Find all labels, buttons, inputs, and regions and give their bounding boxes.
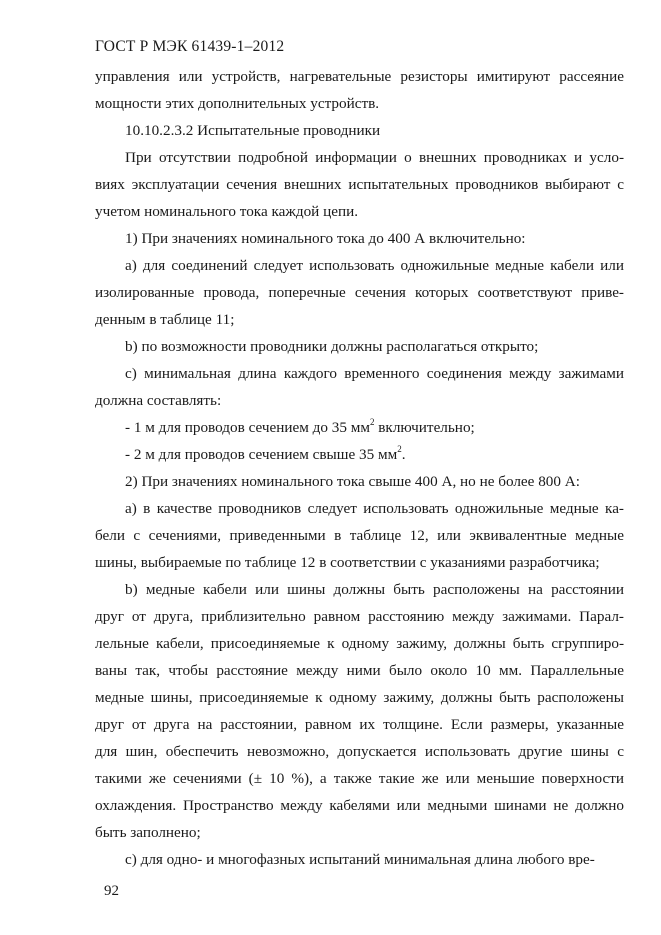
text-line: изолированные провода, поперечные сечения которых соответствуют приве- (95, 284, 624, 301)
text-line: 1) При значениях номинального тока до 400 А включительно: (125, 230, 526, 247)
text-line (95, 414, 624, 441)
text-line: b) по возможности проводники должны располагаться открыто; (125, 338, 539, 355)
text-line: c) для одно- и многофазных испытаний минимальная длина любого вре- (125, 851, 595, 868)
text-line: управления или устройств, нагревательные резисторы имитируют рассеяние (95, 68, 624, 85)
text-line: бели с сечениями, приведенными в таблице 12, или эквивалентные медные (95, 527, 624, 544)
text-line: такими же сечениями (± 10 %), а также такие же или меньшие поверхности (95, 770, 624, 787)
text-line (95, 441, 624, 468)
text-line: шины, выбираемые по таблице 12 в соответствии с указаниями разработчика; (95, 554, 600, 571)
text-line: друг от друга, приблизительно равном расстоянию между зажимами. Парал- (95, 608, 624, 625)
text-line: 2) При значениях номинального тока свыше 400 А, но не более 800 А: (125, 473, 580, 490)
text-line: медные шины, присоединяемые к одному зажиму, должны быть расположены (95, 689, 624, 706)
document-body (95, 63, 624, 873)
text-line: учетом номинального тока каждой цепи. (95, 203, 359, 220)
text-line: c) минимальная длина каждого временного соединения между зажимами (125, 365, 624, 382)
text-line: a) для соединений следует использовать одножильные медные кабели или (125, 257, 624, 274)
line-text-after: . (401, 446, 406, 463)
text-line: денным в таблице 11; (95, 311, 235, 328)
line-text: - 2 м для проводов сечением свыше 35 мм (125, 446, 398, 463)
text-line: 10.10.2.3.2 Испытательные проводники (125, 122, 381, 139)
superscript: 2 (397, 444, 402, 454)
text-line: для шин, обеспечить невозможно, допускается использовать другие шины с (95, 743, 624, 760)
text-line: a) в качестве проводников следует использовать одножильные медные ка- (125, 500, 624, 517)
line-text-after: включительно; (374, 419, 475, 436)
document-header: ГОСТ Р МЭК 61439-1–2012 (95, 38, 285, 55)
page-number: 92 (104, 883, 119, 899)
text-line: b) медные кабели или шины должны быть расположены на расстоянии (125, 581, 624, 598)
text-line: должна составлять: (95, 392, 222, 409)
text-line: охлаждения. Пространство между кабелями или медными шинами не должно (95, 797, 624, 814)
text-line: быть заполнено; (95, 824, 201, 841)
text-line: друг от друга на расстоянии, равном их толщине. Если размеры, указанные (95, 716, 624, 733)
text-line: При отсутствии подробной информации о внешних проводниках и усло- (125, 149, 624, 166)
text-line: виях эксплуатации сечения внешних испытательных проводников выбирают с (95, 176, 624, 193)
text-line: мощности этих дополнительных устройств. (95, 95, 380, 112)
text-line: лельные кабели, присоединяемые к одному зажиму, должны быть сгруппиро- (95, 635, 624, 652)
line-text: - 1 м для проводов сечением до 35 мм (125, 419, 370, 436)
superscript: 2 (369, 417, 375, 427)
text-line: ваны так, чтобы расстояние между ними было около 10 мм. Параллельные (95, 662, 624, 679)
